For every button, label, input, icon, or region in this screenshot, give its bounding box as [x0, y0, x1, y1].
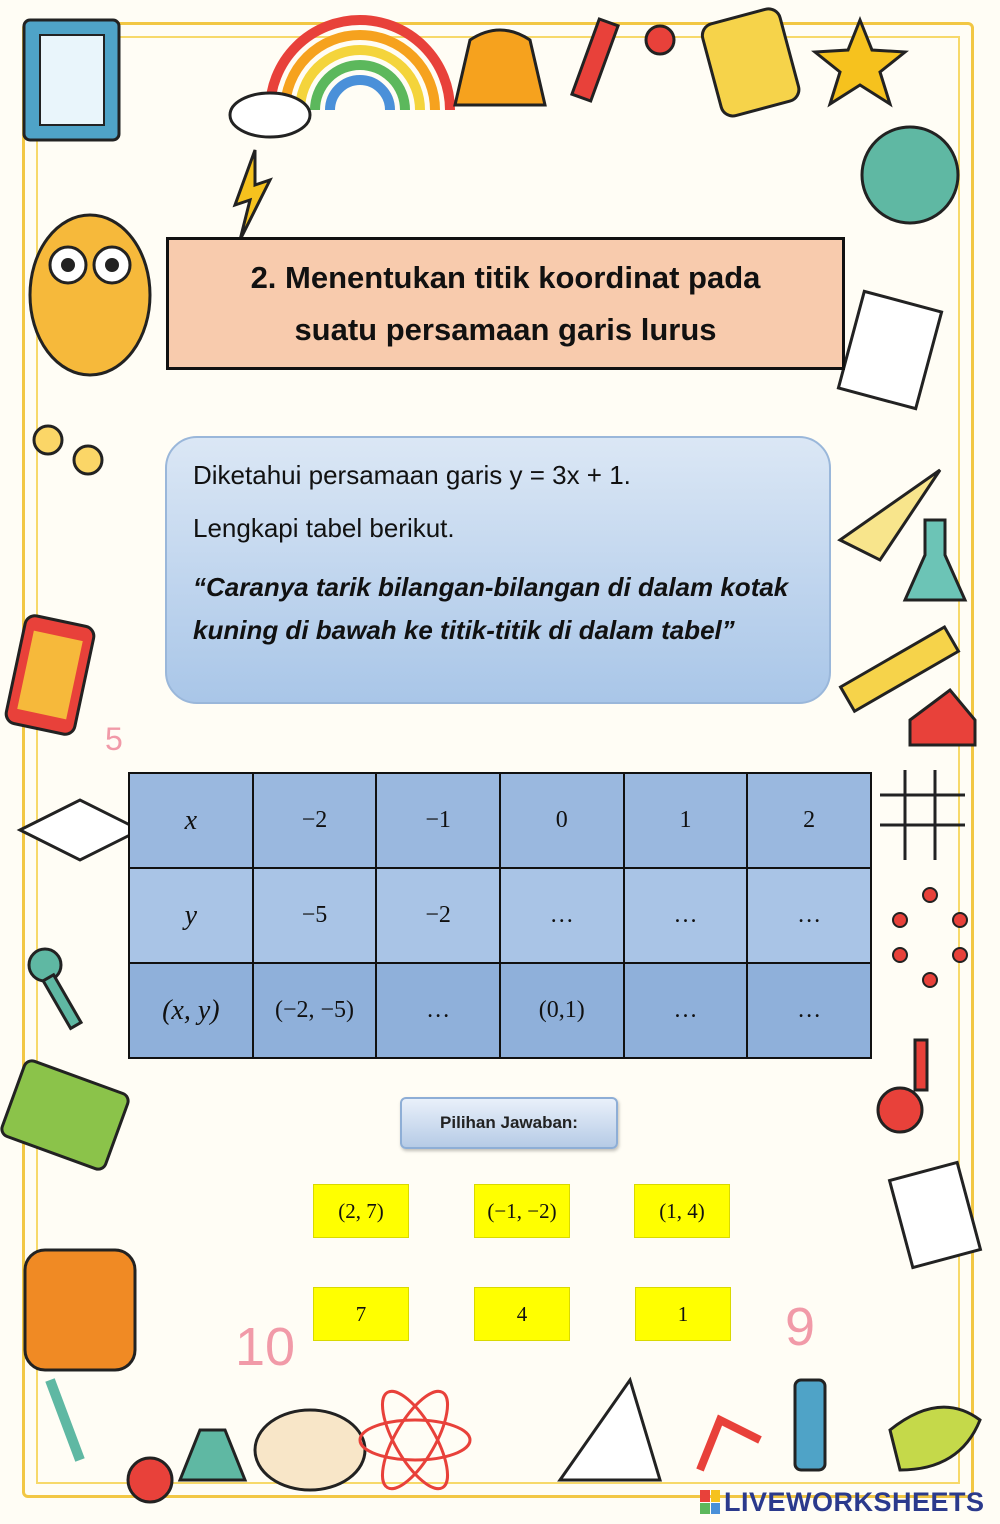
page-title [166, 237, 845, 370]
number-nine-doodle: 9 [785, 1297, 816, 1357]
row-header-x: x [129, 773, 253, 868]
table-row-y [129, 868, 871, 963]
table-cell: 2 [747, 773, 871, 868]
flask-icon [905, 520, 965, 600]
cloud-icon [230, 93, 310, 137]
instruction-text: Lengkapi tabel berikut. [193, 513, 455, 543]
draggable-answer-chip[interactable]: 1 [635, 1287, 731, 1341]
liveworksheets-logo [700, 1486, 985, 1518]
rainbow-icon [270, 20, 450, 110]
table-cell: (0,1) [500, 963, 624, 1058]
brand-text: LIVEWORKSHEETS [724, 1486, 985, 1517]
draggable-answer-chip[interactable]: (−1, −2) [474, 1184, 570, 1238]
draggable-answer-chip[interactable]: (1, 4) [634, 1184, 730, 1238]
calculator-icon [700, 6, 802, 118]
open-book-icon [20, 800, 140, 860]
answer-drop-slot[interactable]: … [624, 963, 748, 1058]
number-ten-doodle: 10 [235, 1317, 296, 1377]
arrow-doodle [700, 1420, 760, 1470]
atom-icon [360, 1420, 470, 1460]
glasses-icon [34, 426, 102, 474]
notepad-icon [838, 291, 941, 408]
instructions-panel [165, 436, 831, 704]
drag-hint-text: “Caranya tarik bilangan-bilangan di dalam kotak kuning di bawah ke titik-titik di dalam tabel” [193, 572, 789, 645]
bell-icon [455, 30, 545, 105]
table-cell: −2 [253, 773, 377, 868]
page-title-line1: 2. Menentukan titik koordinat pada [250, 259, 761, 295]
beaker-icon [180, 1430, 245, 1480]
leaf-icon [890, 1407, 980, 1470]
draggable-answer-chip[interactable]: (2, 7) [313, 1184, 409, 1238]
table-row-x [129, 773, 871, 868]
lightning-icon [235, 150, 270, 240]
glue-icon [795, 1380, 825, 1470]
row-header-xy: (x, y) [129, 963, 253, 1058]
row-header-y: y [129, 868, 253, 963]
answer-drop-slot[interactable]: … [747, 868, 871, 963]
tic-tac-toe-icon [880, 770, 965, 860]
answer-drop-slot[interactable]: … [624, 868, 748, 963]
number-five-doodle: 5 [105, 721, 123, 757]
table-cell: 0 [500, 773, 624, 868]
key-icon [29, 949, 81, 1028]
backpack-icon [25, 1250, 135, 1370]
molecule-icon [893, 888, 967, 987]
table-row-xy [129, 963, 871, 1058]
table-cell: −1 [376, 773, 500, 868]
answer-drop-slot[interactable]: … [747, 963, 871, 1058]
apple-icon [128, 1458, 172, 1502]
table-cell: −2 [376, 868, 500, 963]
answer-choices-label: Pilihan Jawaban: [400, 1097, 618, 1149]
paper-sheet-icon [890, 1162, 981, 1267]
table-cell: (−2, −5) [253, 963, 377, 1058]
scissors-icon [50, 1380, 80, 1460]
coordinate-table [128, 772, 872, 1059]
palette-icon [255, 1410, 365, 1490]
pyramid-icon [560, 1380, 660, 1480]
table-cell: 1 [624, 773, 748, 868]
star-icon [815, 20, 905, 104]
globe-icon [862, 127, 958, 223]
draggable-answer-chip[interactable]: 7 [313, 1287, 409, 1341]
answer-drop-slot[interactable]: … [500, 868, 624, 963]
owl-icon [30, 215, 150, 375]
equation-text: Diketahui persamaan garis y = 3x + 1. [193, 460, 631, 490]
pin-icon [646, 26, 674, 54]
liveworksheets-logo-icon [700, 1490, 720, 1514]
magnifier-icon [878, 1040, 927, 1132]
shoe-icon [910, 690, 975, 745]
answer-drop-slot[interactable]: … [376, 963, 500, 1058]
draggable-answer-chip[interactable]: 4 [474, 1287, 570, 1341]
book-icon [24, 20, 119, 140]
table-cell: −5 [253, 868, 377, 963]
page-title-line2: suatu persamaan garis lurus [294, 311, 717, 347]
pencil-icon [572, 19, 618, 101]
green-book-icon [0, 1059, 130, 1172]
